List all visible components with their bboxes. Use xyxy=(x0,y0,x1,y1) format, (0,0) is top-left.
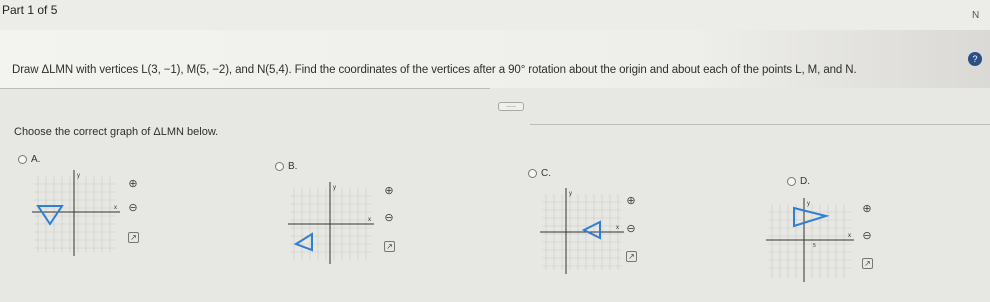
graph-b xyxy=(286,180,378,266)
option-d-label: D. xyxy=(800,176,810,187)
graph-c xyxy=(538,186,626,276)
external-window-icon[interactable]: ↗ xyxy=(626,251,637,262)
question-text: Draw ΔLMN with vertices L(3, −1), M(5, −2), and N(5,4). Find the coordinates of the vertices after a 90° rotation about the origin and about each of the points L, M, and N. xyxy=(12,64,857,76)
magnifier-plus-icon[interactable]: ⊕ xyxy=(862,202,872,215)
graph-c-y-label: y xyxy=(569,191,572,197)
magnifier-minus-icon[interactable]: ⊖ xyxy=(384,211,394,224)
radio-d[interactable] xyxy=(787,177,796,186)
magnifier-minus-icon[interactable]: ⊖ xyxy=(862,229,872,242)
graph-c-x-label: x xyxy=(616,225,619,231)
option-c-label: C. xyxy=(541,168,551,179)
option-a-label: A. xyxy=(31,154,41,165)
question-header xyxy=(0,30,990,88)
radio-a[interactable] xyxy=(18,155,27,164)
divider-left xyxy=(0,88,490,89)
magnifier-plus-icon[interactable]: ⊕ xyxy=(626,194,636,207)
magnifier-plus-icon[interactable]: ⊕ xyxy=(384,184,394,197)
radio-c[interactable] xyxy=(528,169,537,178)
graph-b-x-label: x xyxy=(368,217,371,223)
part-indicator: Part 1 of 5 xyxy=(2,3,58,17)
option-b-label: B. xyxy=(288,161,298,172)
help-icon[interactable]: ? xyxy=(968,52,982,66)
graph-d-y-label: y xyxy=(807,201,810,207)
magnifier-minus-icon[interactable]: ⊖ xyxy=(626,222,636,235)
graph-a-y-label: y xyxy=(77,173,80,179)
external-window-icon[interactable]: ↗ xyxy=(384,241,395,252)
divider-right xyxy=(530,124,990,125)
option-a[interactable] xyxy=(18,154,40,165)
instruction-text: Choose the correct graph of ΔLMN below. xyxy=(14,126,219,138)
graph-d-x-label: x xyxy=(848,233,851,239)
external-window-icon[interactable]: ↗ xyxy=(128,232,139,243)
magnifier-plus-icon[interactable]: ⊕ xyxy=(128,177,138,190)
graph-d xyxy=(764,196,856,284)
corner-mark: N xyxy=(972,10,980,21)
option-d[interactable] xyxy=(787,176,810,187)
radio-b[interactable] xyxy=(275,162,284,171)
magnifier-minus-icon[interactable]: ⊖ xyxy=(128,201,138,214)
option-c[interactable] xyxy=(528,168,551,179)
graph-b-y-label: y xyxy=(333,185,336,191)
graph-a-x-label: x xyxy=(114,205,117,211)
graph-a xyxy=(30,168,124,258)
expand-button[interactable]: ..... xyxy=(498,102,524,111)
option-b[interactable] xyxy=(275,161,297,172)
top-bar xyxy=(0,0,990,30)
external-window-icon[interactable]: ↗ xyxy=(862,258,873,269)
graph-d-tick-label: 5 xyxy=(813,243,816,249)
